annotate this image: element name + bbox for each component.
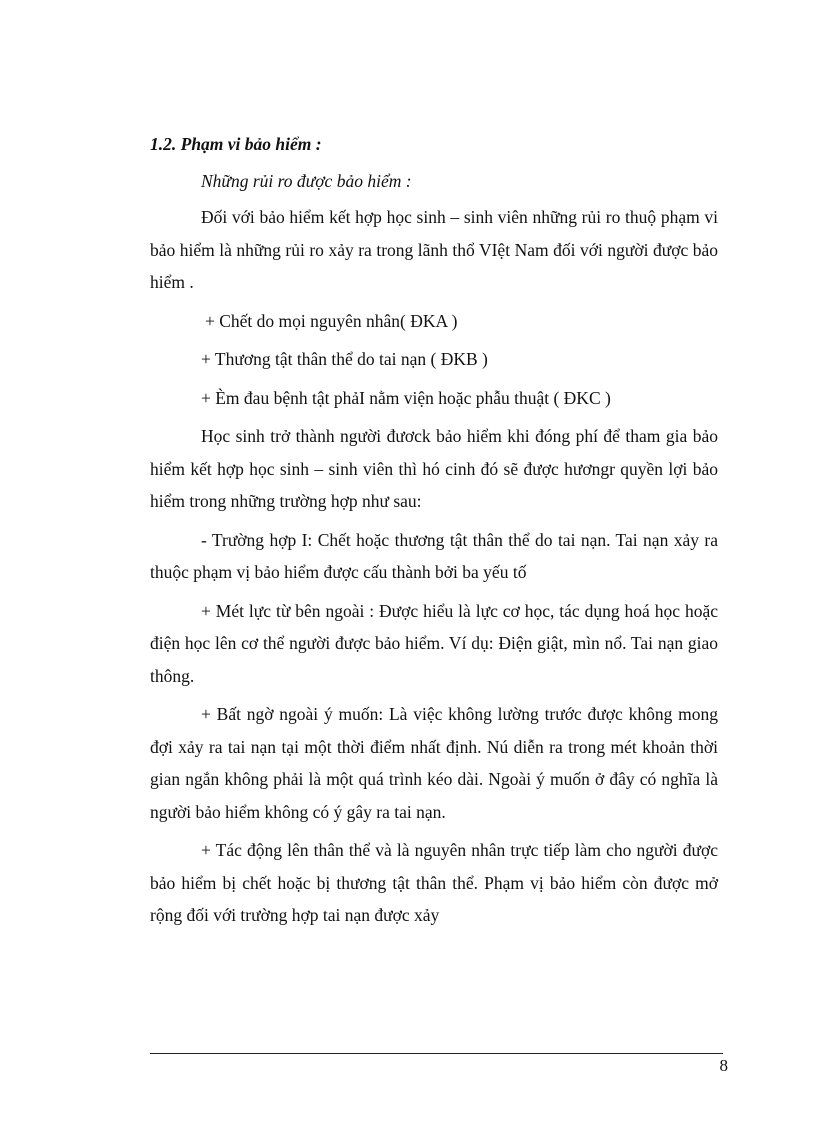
list-item: + Èm đau bệnh tật phảI nằm viện hoặc phẫu thuật ( ĐKC ) xyxy=(201,387,611,408)
paragraph: Đối với bảo hiểm kết hợp học sinh – sinh viên những rủi ro thuộ phạm vi bảo hiểm là những rủi ro xảy ra trong lãnh thổ VIệt Nam đối với người được bảo hiểm . xyxy=(150,207,718,292)
page-body xyxy=(150,128,718,938)
list-item: + Thương tật thân thể do tai nạn ( ĐKB ) xyxy=(201,349,488,369)
list-item: + Chết do mọi nguyên nhân( ĐKA ) xyxy=(205,310,458,331)
footer-divider xyxy=(150,1053,723,1054)
section-heading: 1.2. Phạm vi bảo hiểm : xyxy=(150,134,322,154)
paragraph: + Tác động lên thân thể và là nguyên nhân trực tiếp làm cho người được bảo hiểm bị chết hoặc bị thương tật thân thể. Phạm vị bảo hiểm còn được mở rộng đối với trường hợp tai nạn được xảy xyxy=(150,840,718,925)
paragraph: - Trường hợp I: Chết hoặc thương tật thân thể do tai nạn. Tai nạn xảy ra thuộc phạm vị bảo hiểm được cấu thành bởi ba yếu tố xyxy=(150,529,718,582)
page-number: 8 xyxy=(719,1056,728,1075)
paragraph: + Mét lực từ bên ngoài : Được hiểu là lực cơ học, tác dụng hoá học hoặc điện học lên cơ thể người được bảo hiểm. Ví dụ: Điện giật, mìn nổ. Tai nạn giao thông. xyxy=(150,600,718,686)
paragraph: + Bất ngờ ngoài ý muốn: Là việc không lường trước được không mong đợi xảy ra tai nạn tại một thời điểm nhất định. Nú diễn ra trong mét khoản thời gian ngắn không phải là một quá trình kéo dài. Ngoài ý muốn ở đây có nghĩa là người bảo hiểm không có ý gây ra tai nạn. xyxy=(150,704,718,822)
paragraph: Học sinh trở thành người đươck bảo hiểm khi đóng phí để tham gia bảo hiểm kết hợp học sinh – sinh viên thì hó cinh đó sẽ được hươngr quyền lợi bảo hiểm trong những trường hợp như sau: xyxy=(150,426,718,511)
section-subheading: Những rủi ro được bảo hiểm : xyxy=(201,170,412,191)
